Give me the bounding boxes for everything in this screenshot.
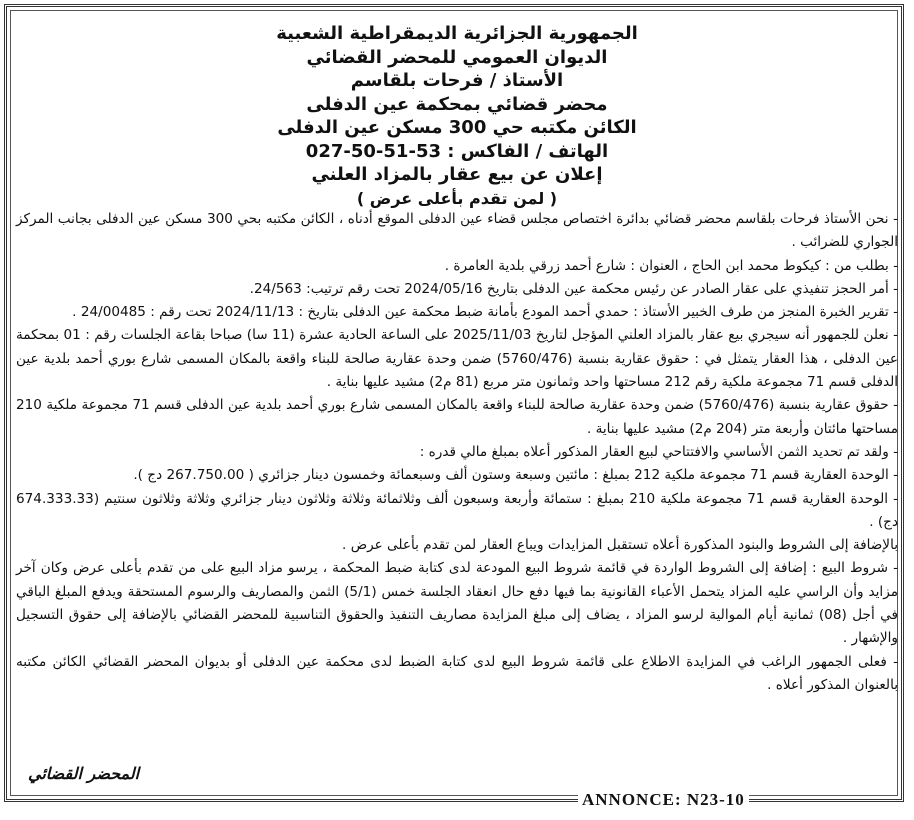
notice-body bbox=[16, 208, 898, 697]
paragraph-public-consultation: - فعلى الجمهور الراغب في المزايدة الاطلاع على قائمة شروط البيع لدى كتابة الضبط لدى محكمة عين الدفلى أو بديوان المحضر القضائي الكائن مكتبه بالعنوان المذكور أعلاه . bbox=[16, 653, 898, 693]
paragraph-seizure-order: - أمر الحجز تنفيذي على عقار الصادر عن رئيس محكمة عين الدفلى بتاريخ 2024/05/16 تحت رقم ترتيب: 24/563. bbox=[249, 280, 898, 297]
paragraph-sale-conditions: - شروط البيع : إضافة إلى الشروط الواردة في قائمة شروط البيع المودعة لدى كتابة ضبط المحكمة ، يرسو مزاد البيع على من تقدم بأعلى عرض وكان آخر مزايد وأن الراسي عليه المزاد يتحمل الأعباء القانونية بما فيها دفع حال انعقاد الجلسة خمس (5/1) الثمن والمصاريف والرسوم المستحقة ويدفع المبلغ الباقي في أجل (08) ثمانية أيام الموالية لرسو المزاد ، يضاف إلى مبلغ المزايدة مصاريف التنفيذ والحقوق التناسبية للمحضر القضائي بالإضافة إلى حقوق التسجيل والإشهار . bbox=[16, 560, 899, 647]
paragraph-expert-report: - تقرير الخبرة المنجز من طرف الخبير الأستاذ : حمدي أحمد المودع بأمانة ضبط محكمة عين الدفلى بتاريخ : 2024/11/13 تحت رقم : 24/00485 . bbox=[72, 304, 898, 321]
paragraph-conditions-intro: بالإضافة إلى الشروط والبنود المذكورة أعلاه تستقبل المزايدات ويباع العقار لمن تقدم بأعلى عرض . bbox=[342, 537, 898, 554]
header-line-bailiff-name: الأستاذ / فرحات بلقاسم bbox=[350, 70, 564, 91]
paragraph-auction-date: - نعلن للجمهور أنه سيجري بيع عقار بالمزاد العلني المؤجل لتاريخ 2025/11/03 على الساعة الحادية عشرة (11 سا) صباحا بقاعة الجلسات رقم : 01 بمحكمة عين الدفلى ، هذا العقار يتمثل في : حقوق عقارية بنسبة (5760/476) ضمن وحدة عقارية صالحة للبناء واقعة بالمكان المسمى شارع بوري أحمد بلدية عين الدفلى قسم 71 مجموعة ملكية رقم 212 مساحتها واحد وثمانون متر مربع (81 م2) مشيد عليها بناية . bbox=[16, 327, 898, 391]
signature: المحضر القضائي bbox=[28, 764, 140, 783]
paragraph-price-intro: - ولقد تم تحديد الثمن الأساسي والافتتاحي لبيع العقار المذكور أعلاه بمبلغ مالي قدره : bbox=[419, 443, 898, 460]
header-line-court: محضر قضائي بمحكمة عين الدفلى bbox=[306, 93, 608, 115]
notice-title: إعلان عن بيع عقار بالمزاد العلني bbox=[311, 164, 603, 185]
header-line-office: الديوان العمومي للمحضر القضائي bbox=[306, 46, 608, 68]
notice-header bbox=[60, 22, 854, 210]
header-line-republic: الجمهورية الجزائرية الديمقراطية الشعبية bbox=[276, 23, 638, 44]
paragraph-price-210: - الوحدة العقارية قسم 71 مجموعة ملكية 210 بمبلغ : ستمائة وأربعة وسبعون ألف وثلاثمائة وثلاثة وثلاثون دينار جزائري وثلاثة وثلاثون سنتيم (674.333.33 دج) . bbox=[16, 490, 898, 530]
header-line-phone: الهاتف / الفاكس : 53-51-50-027 bbox=[305, 140, 609, 162]
paragraph-price-212: - الوحدة العقارية قسم 71 مجموعة ملكية 212 بمبلغ : مائتين وسبعة وستون ألف وسبعمائة وخمسون دينار جزائري ( 267.750.00 دج ). bbox=[133, 467, 898, 484]
annonce-number: ANNONCE: N23-10 bbox=[578, 790, 749, 810]
notice-subtitle: ( لمن تقدم بأعلى عرض ) bbox=[356, 188, 558, 208]
header-line-address: الكائن مكتبه حي 300 مسكن عين الدفلى bbox=[277, 117, 637, 138]
paragraph-bailiff: - نحن الأستاذ فرحات بلقاسم محضر قضائي بدائرة اختصاص مجلس قضاء عين الدفلى الموقع أدناه ، الكائن مكتبه بحي 300 مسكن عين الدفلى بجانب المركز الجواري للضرائب . bbox=[16, 211, 898, 251]
paragraph-property-2: - حقوق عقارية بنسبة (5760/476) ضمن وحدة عقارية صالحة للبناء واقعة بالمكان المسمى شارع بوري أحمد بلدية عين الدفلى قسم 71 مجموعة ملكية 210 مساحتها مائتان وأربعة متر (204 م2) مشيد عليها بناية . bbox=[16, 397, 898, 437]
paragraph-requester: - بطلب من : كيكوط محمد ابن الحاج ، العنوان : شارع أحمد زرقي بلدية العامرة . bbox=[444, 257, 898, 274]
